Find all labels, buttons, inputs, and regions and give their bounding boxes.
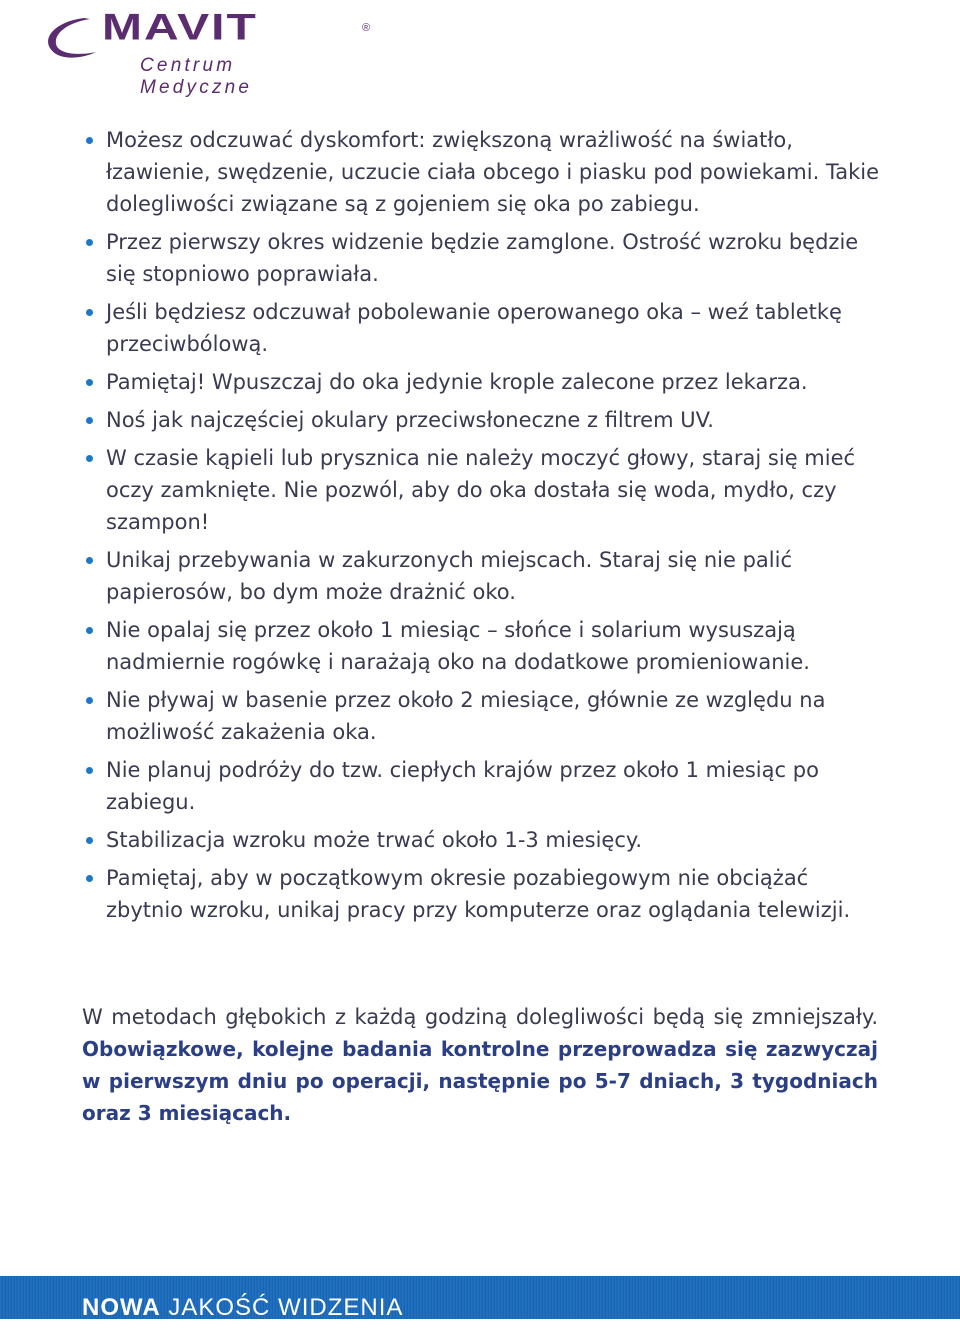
- list-item: Nie opalaj się przez około 1 miesiąc – słońce i solarium wysuszają nadmiernie rogówkę i narażają oko na dodatkowe promieniowanie.: [84, 614, 884, 678]
- logo-subtitle: Centrum Medyczne: [140, 55, 253, 98]
- list-item: Przez pierwszy okres widzenie będzie zamglone. Ostrość wzroku będzie się stopniowo poprawiała.: [84, 226, 884, 290]
- list-item: Noś jak najczęściej okulary przeciwsłoneczne z filtrem UV.: [84, 404, 884, 436]
- footer-banner: [0, 1276, 960, 1319]
- list-item: Unikaj przebywania w zakurzonych miejscach. Staraj się nie palić papierosów, bo dym może drażnić oko.: [84, 544, 884, 608]
- list-item: Nie pływaj w basenie przez około 2 miesiące, głównie ze względu na możliwość zakażenia oka.: [84, 684, 884, 748]
- mavit-logo: [44, 6, 371, 98]
- bullet-icon: [86, 309, 93, 316]
- list-item: Pamiętaj, aby w początkowym okresie pozabiegowym nie obciążać zbytnio wzroku, unikaj pracy przy komputerze oraz oglądania telewizji.: [84, 862, 884, 926]
- bullet-icon: [86, 137, 93, 144]
- list-item: Możesz odczuwać dyskomfort: zwiększoną wrażliwość na światło, łzawienie, swędzenie, uczucie ciała obcego i piasku pod powiekami. Takie dolegliwości związane są z gojeniem się oka po zabiegu.: [84, 124, 884, 220]
- footer-bold-word: NOWA: [82, 1294, 161, 1321]
- logo-name: MAVIT: [102, 6, 258, 49]
- list-item: Pamiętaj! Wpuszczaj do oka jedynie krople zalecone przez lekarza.: [84, 366, 884, 398]
- bullet-icon: [86, 417, 93, 424]
- bullet-icon: [86, 837, 93, 844]
- bullet-icon: [86, 239, 93, 246]
- bullet-icon: [86, 875, 93, 882]
- list-item: Stabilizacja wzroku może trwać około 1-3 miesięcy.: [84, 824, 884, 856]
- bullet-icon: [86, 379, 93, 386]
- closing-paragraph: [82, 1001, 878, 1129]
- bullet-icon: [86, 767, 93, 774]
- footer-slogan: [82, 1294, 403, 1322]
- instructions-list: [84, 124, 884, 932]
- bullet-icon: [86, 697, 93, 704]
- footer-rest: JAKOŚĆ WIDZENIA: [168, 1294, 404, 1321]
- list-item: Jeśli będziesz odczuwał pobolewanie operowanego oka – weź tabletkę przeciwbólową.: [84, 296, 884, 360]
- bullet-icon: [86, 627, 93, 634]
- list-item: Nie planuj podróży do tzw. ciepłych krajów przez około 1 miesiąc po zabiegu.: [84, 754, 884, 818]
- registered-mark: ®: [362, 22, 371, 34]
- list-item: W czasie kąpieli lub prysznica nie należy moczyć głowy, staraj się mieć oczy zamknięte. Nie pozwól, aby do oka dostała się woda, mydło, czy szampon!: [84, 442, 884, 538]
- closing-text: W metodach głębokich z każdą godziną dolegliwości będą się zmniejszały.: [82, 1005, 878, 1029]
- bullet-icon: [86, 557, 93, 564]
- bullet-icon: [86, 455, 93, 462]
- closing-highlight: Obowiązkowe, kolejne badania kontrolne przeprowadza się zazwyczaj w pierwszym dniu po operacji, następnie po 5-7 dniach, 3 tygodniach oraz 3 miesiącach.: [82, 1037, 878, 1125]
